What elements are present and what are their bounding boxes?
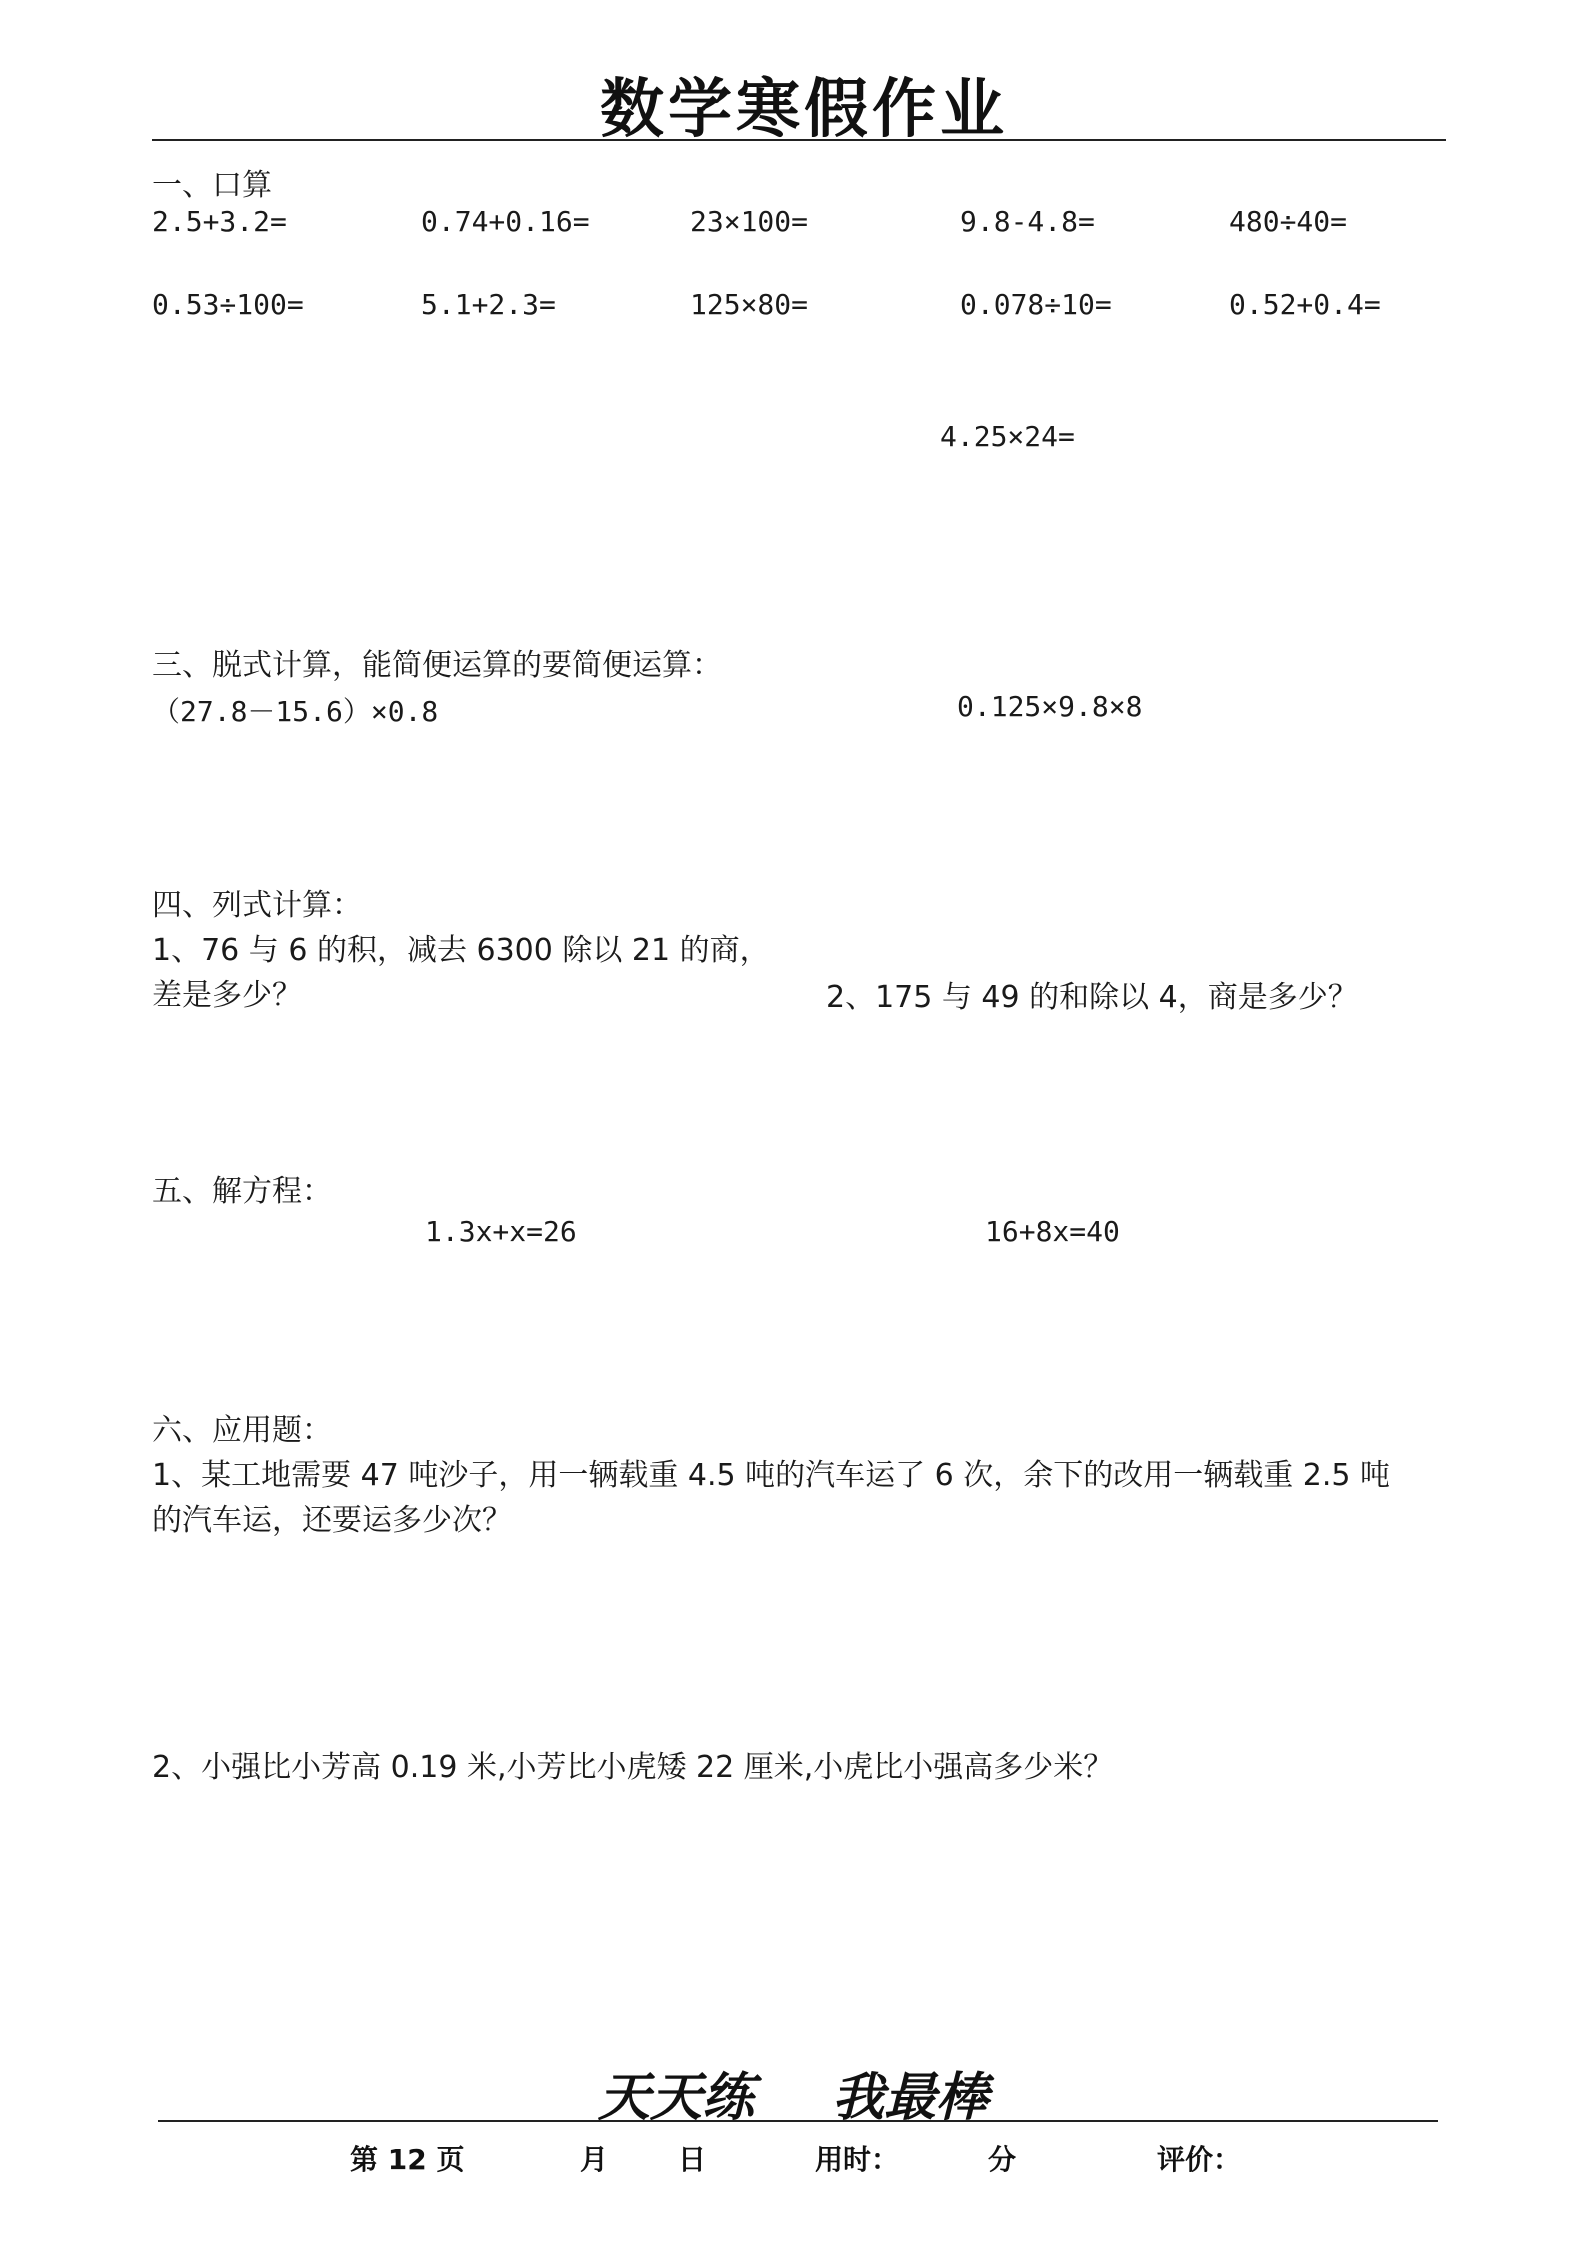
oral-calc-item: 9.8-4.8= <box>960 205 1095 238</box>
oral-calc-item: 480÷40= <box>1229 205 1348 238</box>
oral-calc-item: 2.5+3.2= <box>152 205 287 238</box>
formula-question-1-line1: 1、76 与 6 的积，减去 6300 除以 21 的商， <box>152 933 770 968</box>
word-problem-2: 2、小强比小芳高 0.19 米,小芳比小虎矮 22 厘米,小虎比小强高多少米？ <box>152 1750 1114 1785</box>
section5-heading: 五、解方程： <box>152 1174 332 1209</box>
formula-question-1-line2: 差是多少？ <box>152 978 302 1013</box>
title-divider <box>152 139 1446 141</box>
oral-calc-item: 125×80= <box>690 288 809 321</box>
month-label: 月 <box>580 2143 609 2176</box>
slogan-left: 天天练 <box>598 2067 755 2128</box>
oral-calc-item: 0.53÷100= <box>152 288 304 321</box>
oral-calc-extra: 4.25×24= <box>940 420 1075 453</box>
equation-2: 16+8x=40 <box>985 1215 1120 1248</box>
word-problem-1-line1: 1、某工地需要 47 吨沙子，用一辆载重 4.5 吨的汽车运了 6 次，余下的改用一辆载重 2.5 吨 <box>152 1458 1391 1493</box>
section1-heading: 一、口算 <box>152 168 272 203</box>
formula-question-2: 2、175 与 49 的和除以 4，商是多少？ <box>826 980 1358 1015</box>
word-problem-1-line2: 的汽车运，还要运多少次？ <box>152 1503 512 1538</box>
oral-calc-item: 0.52+0.4= <box>1229 288 1381 321</box>
step-calc-expr-2: 0.125×9.8×8 <box>957 690 1143 723</box>
minute-label: 分 <box>988 2143 1017 2176</box>
footer-divider <box>158 2120 1438 2122</box>
equation-1: 1.3x+x=26 <box>425 1215 577 1248</box>
evaluation-label: 评价： <box>1157 2143 1242 2176</box>
page-title: 数学寒假作业 <box>600 73 1008 147</box>
oral-calc-item: 23×100= <box>690 205 809 238</box>
oral-calc-item: 5.1+2.3= <box>421 288 556 321</box>
time-label: 用时： <box>815 2143 900 2176</box>
page-number: 第 12 页 <box>350 2143 465 2176</box>
day-label: 日 <box>678 2143 707 2176</box>
section4-heading: 四、列式计算： <box>152 888 362 923</box>
section6-heading: 六、应用题： <box>152 1413 332 1448</box>
step-calc-expr-1: （27.8－15.6）×0.8 <box>152 695 439 728</box>
oral-calc-item: 0.74+0.16= <box>421 205 590 238</box>
section3-heading: 三、脱式计算，能简便运算的要简便运算： <box>152 648 722 683</box>
slogan-right: 我最棒 <box>832 2067 989 2128</box>
oral-calc-item: 0.078÷10= <box>960 288 1112 321</box>
